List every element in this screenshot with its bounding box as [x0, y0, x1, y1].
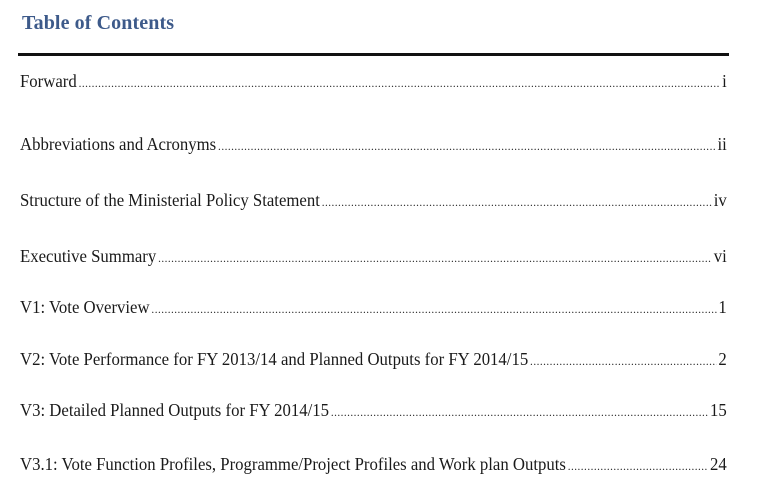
toc-entry-v3-1[interactable]	[20, 453, 727, 477]
toc-entry-label: V2: Vote Performance for FY 2013/14 and Planned Outputs for FY 2014/15	[20, 349, 529, 369]
leader-dots	[218, 135, 716, 157]
leader-dots	[331, 401, 708, 423]
toc-entry-structure[interactable]	[20, 189, 727, 213]
toc-entry-label: V3: Detailed Planned Outputs for FY 2014/15	[20, 400, 330, 420]
leader-dots	[79, 72, 721, 94]
toc-entry-page: 24	[710, 454, 727, 474]
leader-dots	[530, 350, 717, 372]
toc-entry-label: V3.1: Vote Function Profiles, Programme/Project Profiles and Work plan Outputs	[20, 454, 566, 474]
toc-entry-page: i	[722, 71, 727, 91]
toc-entry-label: Executive Summary	[20, 246, 157, 266]
toc-entry-page: 15	[710, 400, 727, 420]
leader-dots	[158, 247, 712, 269]
toc-entry-abbreviations[interactable]	[20, 133, 727, 157]
toc-entry-label: Structure of the Ministerial Policy Statement	[20, 190, 320, 210]
toc-entry-page: ii	[717, 134, 727, 154]
toc-entry-page: vi	[713, 246, 727, 266]
toc-entry-page: iv	[713, 190, 727, 210]
toc-entry-forward[interactable]	[20, 70, 727, 94]
toc-entry-page: 2	[718, 349, 727, 369]
toc-entry-executive-summary[interactable]	[20, 245, 727, 269]
toc-entry-v3[interactable]	[20, 399, 727, 423]
leader-dots	[322, 191, 712, 213]
toc-entry-page: 1	[718, 297, 727, 317]
title-divider	[18, 53, 729, 56]
toc-entry-label: V1: Vote Overview	[20, 297, 150, 317]
leader-dots	[568, 455, 708, 477]
toc-entry-v2[interactable]	[20, 348, 727, 372]
toc-entry-label: Forward	[20, 71, 77, 91]
toc-entry-v1[interactable]	[20, 296, 727, 320]
toc-title: Table of Contents	[22, 12, 175, 34]
toc-entry-label: Abbreviations and Acronyms	[20, 134, 217, 154]
leader-dots	[151, 298, 716, 320]
